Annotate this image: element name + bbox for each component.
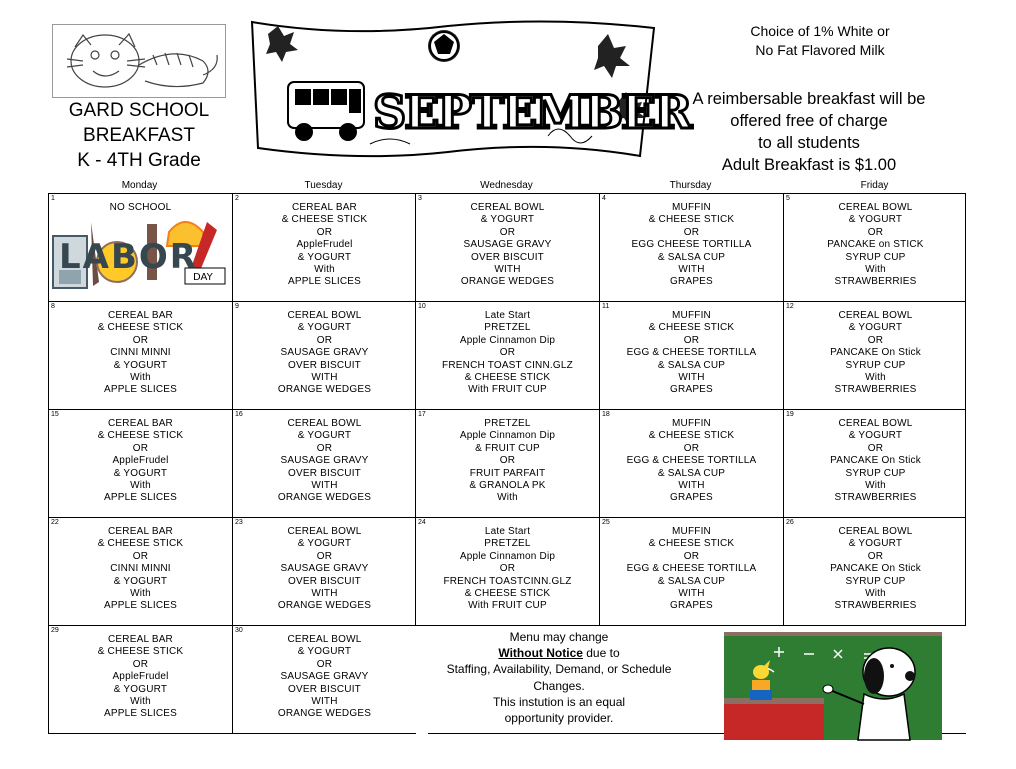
menu-line: ORANGE WEDGES xyxy=(460,276,555,288)
menu-line: WITH xyxy=(311,588,338,600)
notice-line: Staffing, Availability, Demand, or Schedule xyxy=(446,662,672,677)
menu-line: OR xyxy=(867,550,884,562)
menu-line: With FRUIT CUP xyxy=(468,384,547,396)
menu-line: Late Start xyxy=(484,526,531,537)
notice-line: opportunity provider. xyxy=(504,711,614,726)
menu-line: CEREAL BOWL xyxy=(287,634,362,645)
menu-line: GRAPES xyxy=(670,492,713,504)
menu-line: AppleFrudel xyxy=(296,239,353,251)
tiger-mascot-icon xyxy=(52,24,226,98)
menu-items xyxy=(233,526,416,613)
menu-line: & YOGURT xyxy=(848,430,903,442)
menu-line: With xyxy=(865,264,886,276)
menu-line: & YOGURT xyxy=(480,214,535,226)
menu-line: SYRUP CUP xyxy=(845,575,906,587)
menu-line: CEREAL BOWL xyxy=(287,310,362,321)
day-cell xyxy=(600,518,783,626)
menu-line: STRAWBERRIES xyxy=(834,384,917,396)
day-number: 25 xyxy=(602,519,610,526)
day-header-thursday: Thursday xyxy=(669,180,712,191)
menu-line: WITH xyxy=(311,480,338,492)
menu-line: ORANGE WEDGES xyxy=(277,600,372,612)
day-cell xyxy=(600,302,783,410)
menu-line: PANCAKE On Stick xyxy=(830,563,921,575)
weekday-header-row xyxy=(48,179,966,193)
menu-line: With xyxy=(865,588,886,600)
menu-line: & YOGURT xyxy=(848,538,903,550)
menu-line: OVER BISCUIT xyxy=(288,683,361,695)
day-number: 30 xyxy=(235,627,243,634)
day-header-monday: Monday xyxy=(121,180,158,191)
menu-line: & CHEESE STICK xyxy=(97,430,184,442)
day-cell xyxy=(233,626,416,734)
menu-line: Apple Cinnamon Dip xyxy=(459,430,556,442)
menu-line: SAUSAGE GRAVY xyxy=(280,671,369,683)
banner-title: SEPTEMBER xyxy=(373,85,691,139)
day-cell xyxy=(233,410,416,518)
menu-items xyxy=(49,526,232,613)
menu-line: OR xyxy=(316,550,333,562)
menu-line: STRAWBERRIES xyxy=(834,600,917,612)
notice-line xyxy=(428,645,690,661)
menu-line: & YOGURT xyxy=(848,214,903,226)
menu-line: & CHEESE STICK xyxy=(648,322,735,334)
day-number: 24 xyxy=(418,519,426,526)
day-number: 5 xyxy=(786,195,790,202)
menu-line: & CHEESE STICK xyxy=(648,214,735,226)
day-cell xyxy=(49,194,232,302)
milk-choice-note xyxy=(720,22,920,60)
day-header-friday: Friday xyxy=(860,180,889,191)
menu-line: & CHEESE STICK xyxy=(281,214,368,226)
day-cell xyxy=(233,518,416,626)
day-cell xyxy=(233,302,416,410)
day-number: 9 xyxy=(235,303,239,310)
menu-line: STRAWBERRIES xyxy=(834,492,917,504)
school-bus-banner-icon xyxy=(248,16,691,164)
menu-line: PRETZEL xyxy=(484,538,531,550)
menu-items xyxy=(49,634,232,721)
day-cell xyxy=(784,410,967,518)
menu-line: With xyxy=(865,480,886,492)
menu-line: CEREAL BAR xyxy=(108,526,173,537)
menu-line: OR xyxy=(683,442,700,454)
menu-line: & CHEESE STICK xyxy=(97,322,184,334)
menu-line: & YOGURT xyxy=(113,359,168,371)
adult-price-line: Adult Breakfast is $1.00 xyxy=(721,156,897,174)
menu-items xyxy=(416,526,599,613)
menu-line: With xyxy=(865,372,886,384)
menu-line: EGG & CHEESE TORTILLA xyxy=(626,563,757,575)
day-cell xyxy=(600,410,783,518)
day-number: 8 xyxy=(51,303,55,310)
reimbursable-note xyxy=(664,88,954,176)
menu-line: OR xyxy=(867,442,884,454)
day-number: 18 xyxy=(602,411,610,418)
labor-day-text: DAY xyxy=(193,272,213,283)
menu-line: CINNI MINNI xyxy=(110,347,171,359)
menu-items xyxy=(416,418,599,505)
menu-line: & SALSA CUP xyxy=(657,359,726,371)
day-cell xyxy=(49,410,232,518)
day-cell xyxy=(416,518,599,626)
menu-line: OR xyxy=(499,455,516,467)
menu-line: OR xyxy=(132,550,149,562)
menu-line: AppleFrudel xyxy=(112,455,169,467)
menu-items xyxy=(600,202,783,289)
menu-line: PANCAKE On Stick xyxy=(830,455,921,467)
menu-items xyxy=(49,418,232,505)
menu-line: & YOGURT xyxy=(297,322,352,334)
menu-line: WITH xyxy=(678,480,705,492)
day-header-wednesday: Wednesday xyxy=(480,180,533,191)
menu-line: APPLE SLICES xyxy=(288,276,361,288)
day-cell xyxy=(233,194,416,302)
day-cell xyxy=(600,194,783,302)
menu-line: CEREAL BAR xyxy=(292,202,357,213)
day-number: 2 xyxy=(235,195,239,202)
notice-text: due to xyxy=(582,646,620,661)
without-notice-text: Without Notice xyxy=(498,646,583,661)
menu-line: CEREAL BOWL xyxy=(287,418,362,429)
menu-line: FRENCH TOAST CINN.GLZ xyxy=(442,359,573,371)
menu-line: CEREAL BOWL xyxy=(838,202,913,213)
menu-change-notice xyxy=(428,629,690,726)
menu-line: NO SCHOOL xyxy=(109,202,172,213)
menu-line: EGG CHEESE TORTILLA xyxy=(631,239,752,251)
day-cell xyxy=(49,518,232,626)
menu-line: OR xyxy=(683,226,700,238)
menu-line: PRETZEL xyxy=(484,322,531,334)
menu-line: SAUSAGE GRAVY xyxy=(280,563,369,575)
school-name: GARD SCHOOL xyxy=(68,100,210,121)
menu-line: & YOGURT xyxy=(113,575,168,587)
menu-line: With xyxy=(130,696,151,708)
menu-line: OR xyxy=(867,226,884,238)
menu-line: PANCAKE On Stick xyxy=(830,347,921,359)
day-number: 22 xyxy=(51,519,59,526)
menu-line: EGG & CHEESE TORTILLA xyxy=(626,455,757,467)
menu-line: MUFFIN xyxy=(672,418,711,429)
day-number: 23 xyxy=(235,519,243,526)
menu-line: EGG & CHEESE TORTILLA xyxy=(626,347,757,359)
menu-line: STRAWBERRIES xyxy=(834,276,917,288)
menu-items xyxy=(233,634,416,721)
menu-line: & YOGURT xyxy=(297,430,352,442)
menu-line: With xyxy=(130,372,151,384)
menu-line: & YOGURT xyxy=(113,467,168,479)
menu-line: OVER BISCUIT xyxy=(471,251,544,263)
menu-line: GRAPES xyxy=(670,384,713,396)
menu-line: CEREAL BAR xyxy=(108,418,173,429)
day-number: 4 xyxy=(602,195,606,202)
menu-line: SAUSAGE GRAVY xyxy=(463,239,552,251)
menu-line: SYRUP CUP xyxy=(845,251,906,263)
day-number: 19 xyxy=(786,411,794,418)
menu-line: OR xyxy=(316,442,333,454)
notice-line: Menu may change xyxy=(509,630,609,644)
day-number: 16 xyxy=(235,411,243,418)
menu-line: MUFFIN xyxy=(672,310,711,321)
menu-line: SYRUP CUP xyxy=(845,359,906,371)
day-cell xyxy=(416,194,599,302)
menu-line: SAUSAGE GRAVY xyxy=(280,347,369,359)
menu-line: MUFFIN xyxy=(672,526,711,537)
menu-line: GRAPES xyxy=(670,276,713,288)
menu-items xyxy=(784,310,967,397)
menu-items xyxy=(784,526,967,613)
menu-line: GRAPES xyxy=(670,600,713,612)
menu-line: WITH xyxy=(678,264,705,276)
menu-line: PRETZEL xyxy=(484,418,531,429)
menu-line: & SALSA CUP xyxy=(657,467,726,479)
reimb-line: A reimbersable breakfast will be xyxy=(692,90,926,108)
day-cell xyxy=(416,302,599,410)
menu-line: ORANGE WEDGES xyxy=(277,708,372,720)
menu-line: APPLE SLICES xyxy=(104,492,177,504)
day-number: 26 xyxy=(786,519,794,526)
day-cell xyxy=(784,518,967,626)
menu-line: CEREAL BOWL xyxy=(838,526,913,537)
menu-items xyxy=(784,202,967,289)
menu-items xyxy=(600,418,783,505)
day-number: 1 xyxy=(51,195,55,202)
menu-line: WITH xyxy=(678,588,705,600)
day-cell xyxy=(784,302,967,410)
menu-line: CEREAL BOWL xyxy=(838,310,913,321)
notice-line: This instution is an equal xyxy=(492,694,626,709)
snoopy-teacher-icon xyxy=(724,632,942,740)
menu-line: & CHEESE STICK xyxy=(97,646,184,658)
day-number: 3 xyxy=(418,195,422,202)
menu-line: APPLE SLICES xyxy=(104,708,177,720)
menu-line: & YOGURT xyxy=(113,683,168,695)
menu-line: & CHEESE STICK xyxy=(648,538,735,550)
menu-line: OR xyxy=(683,334,700,346)
day-number: 12 xyxy=(786,303,794,310)
menu-line: WITH xyxy=(311,372,338,384)
menu-line: FRUIT PARFAIT xyxy=(469,467,546,479)
day-cell xyxy=(416,410,599,518)
labor-day-tools-icon xyxy=(51,212,231,298)
menu-line: CEREAL BOWL xyxy=(838,418,913,429)
menu-line: With FRUIT CUP xyxy=(468,600,547,612)
milk-line: Choice of 1% White or xyxy=(750,23,890,39)
reimb-line: to all students xyxy=(758,134,860,152)
menu-line: CEREAL BAR xyxy=(108,310,173,321)
menu-line: OVER BISCUIT xyxy=(288,359,361,371)
menu-line: WITH xyxy=(494,264,521,276)
menu-line: & YOGURT xyxy=(297,646,352,658)
menu-line: With xyxy=(130,588,151,600)
menu-items xyxy=(233,310,416,397)
menu-line: & YOGURT xyxy=(848,322,903,334)
menu-line: & GRANOLA PK xyxy=(469,480,546,492)
menu-line: CINNI MINNI xyxy=(110,563,171,575)
menu-line: & YOGURT xyxy=(297,538,352,550)
menu-line: Apple Cinnamon Dip xyxy=(459,550,556,562)
menu-line: With xyxy=(497,492,518,504)
menu-items xyxy=(233,202,416,289)
menu-line: With xyxy=(314,264,335,276)
notice-line: Changes. xyxy=(533,678,585,693)
meal-type: BREAKFAST xyxy=(83,125,195,146)
menu-line: ORANGE WEDGES xyxy=(277,384,372,396)
menu-line: Late Start xyxy=(484,310,531,321)
menu-line: APPLE SLICES xyxy=(104,384,177,396)
menu-line: & CHEESE STICK xyxy=(97,538,184,550)
menu-line: OR xyxy=(683,550,700,562)
menu-line: OR xyxy=(499,563,516,575)
day-cell xyxy=(49,626,232,734)
menu-line: OR xyxy=(316,226,333,238)
menu-items xyxy=(233,418,416,505)
menu-line: OR xyxy=(316,658,333,670)
menu-line: & CHEESE STICK xyxy=(464,372,551,384)
menu-line: OR xyxy=(867,334,884,346)
menu-line: MUFFIN xyxy=(672,202,711,213)
menu-line: OR xyxy=(132,334,149,346)
school-title xyxy=(46,98,232,173)
milk-line: No Fat Flavored Milk xyxy=(755,42,885,58)
menu-line: OR xyxy=(499,226,516,238)
menu-line: With xyxy=(130,480,151,492)
menu-line: & FRUIT CUP xyxy=(475,442,540,454)
menu-line: AppleFrudel xyxy=(112,671,169,683)
menu-line: & SALSA CUP xyxy=(657,575,726,587)
menu-items xyxy=(784,418,967,505)
menu-line: PANCAKE on STICK xyxy=(827,239,924,251)
menu-items xyxy=(600,310,783,397)
labor-text: LABOR xyxy=(59,237,198,277)
menu-items xyxy=(49,310,232,397)
menu-line: OR xyxy=(132,658,149,670)
menu-line: & CHEESE STICK xyxy=(464,588,551,600)
day-number: 17 xyxy=(418,411,426,418)
menu-line: WITH xyxy=(311,696,338,708)
reimb-line: offered free of charge xyxy=(730,112,888,130)
menu-items xyxy=(416,310,599,397)
day-number: 11 xyxy=(602,303,610,310)
menu-line: FRENCH TOASTCINN.GLZ xyxy=(443,575,572,587)
day-number: 15 xyxy=(51,411,59,418)
day-header-tuesday: Tuesday xyxy=(304,180,343,191)
menu-line: OR xyxy=(316,334,333,346)
menu-line: ORANGE WEDGES xyxy=(277,492,372,504)
menu-line: WITH xyxy=(678,372,705,384)
day-cell xyxy=(49,302,232,410)
grade-range: K - 4TH Grade xyxy=(77,150,201,171)
day-number: 29 xyxy=(51,627,59,634)
menu-line: SYRUP CUP xyxy=(845,467,906,479)
menu-line: & CHEESE STICK xyxy=(648,430,735,442)
menu-line: Apple Cinnamon Dip xyxy=(459,334,556,346)
menu-line: & SALSA CUP xyxy=(657,251,726,263)
menu-items xyxy=(600,526,783,613)
menu-line: & YOGURT xyxy=(297,251,352,263)
day-cell xyxy=(784,194,967,302)
menu-line: OR xyxy=(499,347,516,359)
menu-items xyxy=(416,202,599,289)
menu-line: OVER BISCUIT xyxy=(288,467,361,479)
menu-line: APPLE SLICES xyxy=(104,600,177,612)
menu-line: CEREAL BOWL xyxy=(470,202,545,213)
menu-line: CEREAL BOWL xyxy=(287,526,362,537)
menu-line: SAUSAGE GRAVY xyxy=(280,455,369,467)
menu-line: OVER BISCUIT xyxy=(288,575,361,587)
menu-line: OR xyxy=(132,442,149,454)
day-number: 10 xyxy=(418,303,426,310)
menu-line: CEREAL BAR xyxy=(108,634,173,645)
